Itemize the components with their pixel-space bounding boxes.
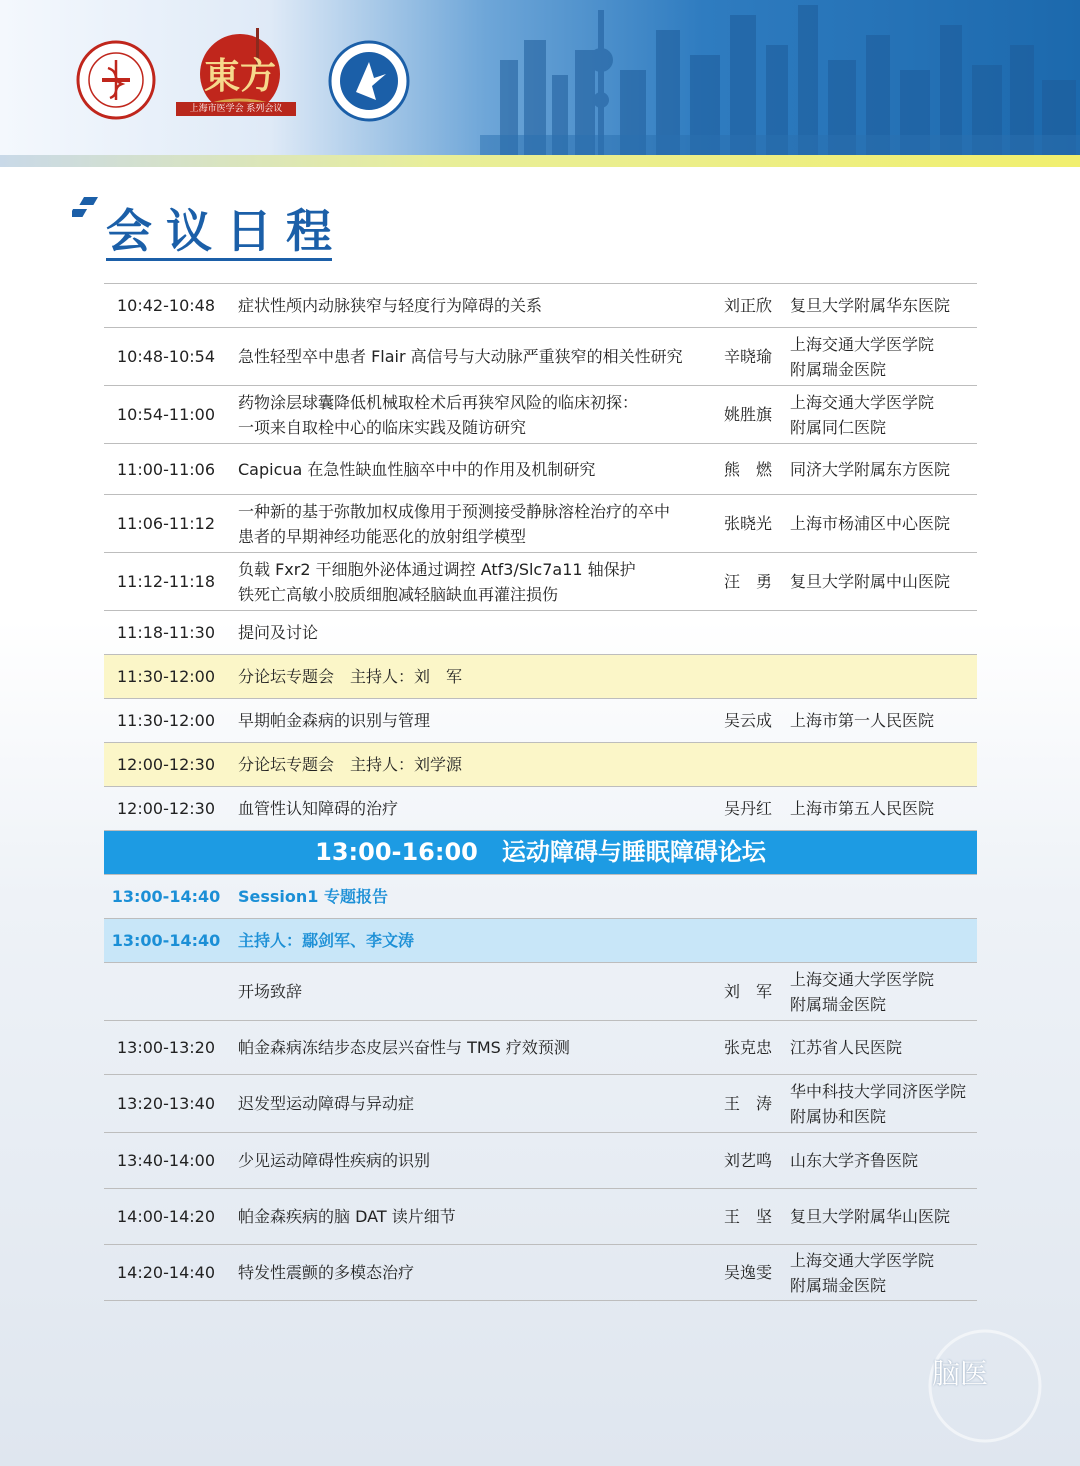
organization-cell: 复旦大学附属华山医院 (782, 1189, 977, 1245)
time-cell: 12:00-12:30 (104, 787, 228, 831)
time-cell: 11:12-11:18 (104, 553, 228, 611)
topic-cell: 帕金森病冻结步态皮层兴奋性与 TMS 疗效预测 (228, 1021, 714, 1075)
time-cell: 14:20-14:40 (104, 1245, 228, 1301)
header-stripe (0, 155, 1080, 167)
topic-cell: 开场致辞 (228, 963, 714, 1021)
organization-cell: 山东大学齐鲁医院 (782, 1133, 977, 1189)
time-cell: 11:30-12:00 (104, 655, 228, 699)
topic-cell: 血管性认知障碍的治疗 (228, 787, 714, 831)
time-cell: 13:40-14:00 (104, 1133, 228, 1189)
schedule-row-yellow (104, 743, 977, 787)
speaker-cell: 王 坚 (714, 1189, 782, 1245)
speaker-cell: 吴丹红 (714, 787, 782, 831)
topic-cell: 一种新的基于弥散加权成像用于预测接受静脉溶栓治疗的卒中 患者的早期神经功能恶化的放射组学模型 (228, 495, 714, 553)
city-skyline-image (480, 0, 1080, 155)
topic-cell: 症状性颅内动脉狭窄与轻度行为障碍的关系 (228, 284, 714, 328)
topic-cell: 迟发型运动障碍与异动症 (228, 1075, 714, 1133)
time-cell: 14:00-14:20 (104, 1189, 228, 1245)
time-cell: 10:48-10:54 (104, 328, 228, 386)
speaker-cell: 刘正欣 (714, 284, 782, 328)
topic-cell: Capicua 在急性缺血性脑卒中中的作用及机制研究 (228, 444, 714, 495)
time-cell: 11:18-11:30 (104, 611, 228, 655)
speaker-cell: 张晓光 (714, 495, 782, 553)
neurology-society-logo (328, 40, 410, 122)
organization-cell: 华中科技大学同济医学院 附属协和医院 (782, 1075, 977, 1133)
speaker-cell: 吴云成 (714, 699, 782, 743)
schedule-row-normal (104, 328, 977, 386)
speaker-cell: 王 涛 (714, 1075, 782, 1133)
schedule-row-section (104, 831, 977, 875)
schedule-row-yellow (104, 655, 977, 699)
topic-cell: 分论坛专题会 主持人：刘学源 (228, 743, 977, 787)
title-underline (106, 258, 332, 261)
medical-association-logo (76, 40, 156, 120)
topic-cell: 帕金森疾病的脑 DAT 读片细节 (228, 1189, 714, 1245)
oriental-congress-subtitle: 上海市医学会 系列会议 (176, 102, 296, 116)
header-banner (0, 0, 1080, 155)
speaker-cell (714, 611, 782, 655)
topic-cell: 主持人：鄢剑军、李文涛 (228, 919, 977, 963)
page-title: 会议日程 (106, 204, 346, 258)
organization-cell: 复旦大学附属中山医院 (782, 553, 977, 611)
schedule-row-normal (104, 1189, 977, 1245)
speaker-cell: 熊 燃 (714, 444, 782, 495)
schedule-row-normal (104, 1021, 977, 1075)
topic-cell: 特发性震颤的多模态治疗 (228, 1245, 714, 1301)
organization-cell: 上海交通大学医学院 附属瑞金医院 (782, 963, 977, 1021)
schedule-row-normal (104, 787, 977, 831)
speaker-cell: 辛晓瑜 (714, 328, 782, 386)
organization-cell: 上海交通大学医学院 附属瑞金医院 (782, 328, 977, 386)
topic-cell: 早期帕金森病的识别与管理 (228, 699, 714, 743)
speaker-cell: 张克忠 (714, 1021, 782, 1075)
schedule-row-host (104, 919, 977, 963)
schedule-row-normal (104, 444, 977, 495)
time-cell: 12:00-12:30 (104, 743, 228, 787)
watermark-text: 脑医 (932, 1357, 989, 1390)
speaker-cell: 吴逸雯 (714, 1245, 782, 1301)
schedule-row-session (104, 875, 977, 919)
schedule-row-normal (104, 699, 977, 743)
schedule-row-normal (104, 553, 977, 611)
organization-cell (782, 611, 977, 655)
section-heading: 13:00-16:00 运动障碍与睡眠障碍论坛 (104, 831, 977, 875)
schedule-row-normal (104, 963, 977, 1021)
schedule-row-normal (104, 1133, 977, 1189)
organization-cell: 同济大学附属东方医院 (782, 444, 977, 495)
speaker-cell: 姚胜旗 (714, 386, 782, 444)
time-cell: 11:00-11:06 (104, 444, 228, 495)
topic-cell: 少见运动障碍性疾病的识别 (228, 1133, 714, 1189)
title-decoration-icon (72, 197, 106, 221)
schedule-row-normal (104, 495, 977, 553)
topic-cell: 提问及讨论 (228, 611, 714, 655)
topic-cell: 负载 Fxr2 干细胞外泌体通过调控 Atf3/Slc7a11 轴保护 铁死亡高敏小胶质细胞减轻脑缺血再灌注损伤 (228, 553, 714, 611)
schedule-table (104, 283, 977, 1301)
schedule-row-normal (104, 386, 977, 444)
topic-cell: Session1 专题报告 (228, 875, 977, 919)
schedule-row-normal (104, 1075, 977, 1133)
topic-cell: 药物涂层球囊降低机械取栓术后再狭窄风险的临床初探： 一项来自取栓中心的临床实践及随访研究 (228, 386, 714, 444)
organization-cell: 上海交通大学医学院 附属瑞金医院 (782, 1245, 977, 1301)
organization-cell: 复旦大学附属华东医院 (782, 284, 977, 328)
schedule-row-normal (104, 1245, 977, 1301)
organization-cell: 江苏省人民医院 (782, 1021, 977, 1075)
time-cell: 13:20-13:40 (104, 1075, 228, 1133)
organization-cell: 上海市杨浦区中心医院 (782, 495, 977, 553)
topic-cell: 分论坛专题会 主持人：刘 军 (228, 655, 977, 699)
time-cell: 11:30-12:00 (104, 699, 228, 743)
time-cell: 10:42-10:48 (104, 284, 228, 328)
topic-cell: 急性轻型卒中患者 Flair 高信号与大动脉严重狭窄的相关性研究 (228, 328, 714, 386)
time-cell: 13:00-13:20 (104, 1021, 228, 1075)
time-cell: 11:06-11:12 (104, 495, 228, 553)
time-cell: 10:54-11:00 (104, 386, 228, 444)
speaker-cell: 汪 勇 (714, 553, 782, 611)
time-cell: 13:00-14:40 (104, 919, 228, 963)
organization-cell: 上海市第一人民医院 (782, 699, 977, 743)
svg-text:東方: 東方 (203, 55, 277, 97)
organization-cell: 上海交通大学医学院 附属同仁医院 (782, 386, 977, 444)
speaker-cell: 刘 军 (714, 963, 782, 1021)
organization-cell: 上海市第五人民医院 (782, 787, 977, 831)
speaker-cell: 刘艺鸣 (714, 1133, 782, 1189)
schedule-row-normal (104, 284, 977, 328)
time-cell (104, 963, 228, 1021)
time-cell: 13:00-14:40 (104, 875, 228, 919)
schedule-row-normal (104, 611, 977, 655)
